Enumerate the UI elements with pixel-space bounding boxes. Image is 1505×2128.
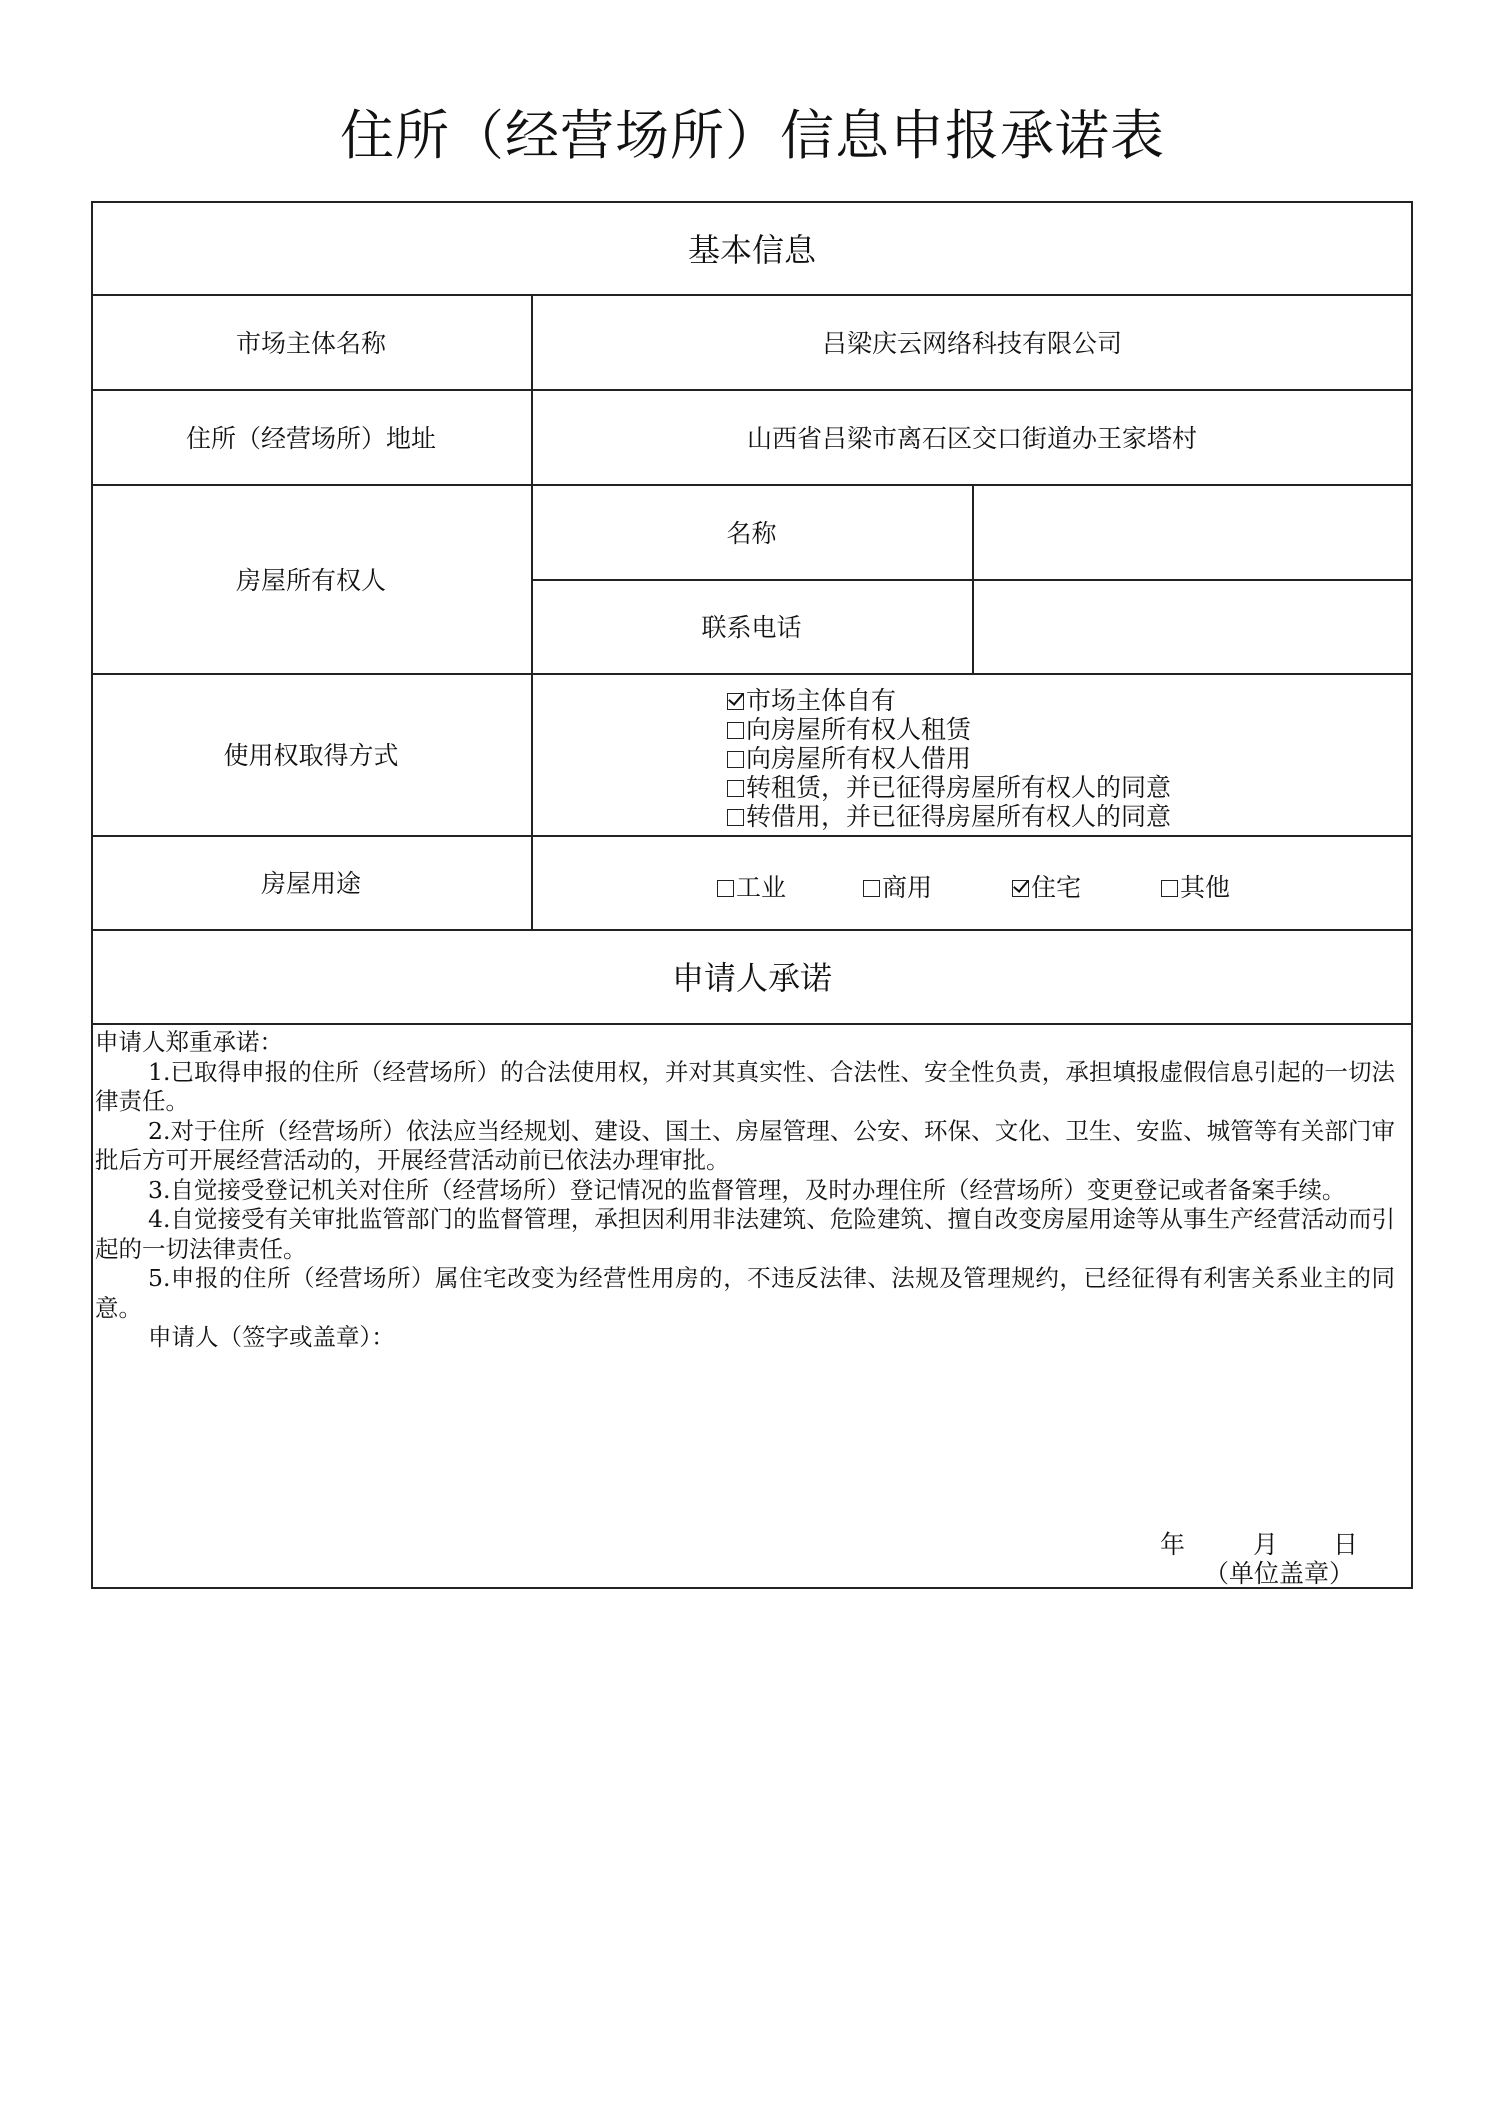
- pledge-heading: 申请人承诺: [671, 959, 832, 997]
- owner-name-label: 名称: [726, 518, 777, 548]
- acquisition-option[interactable]: 市场主体自有: [727, 686, 1327, 715]
- pledge-item: 1.已取得申报的住所（经营场所）的合法使用权，并对其真实性、合法性、安全性负责，承担填报虚假信息引起的一切法律责任。: [95, 1057, 1395, 1115]
- checkbox-icon[interactable]: [1161, 880, 1178, 897]
- pledge-item: 4.自觉接受有关审批监管部门的监督管理，承担因利用非法建筑、危险建筑、擅自改变房屋用途等从事生产经营活动而引起的一切法律责任。: [95, 1205, 1395, 1263]
- checkbox-icon[interactable]: [727, 809, 744, 826]
- address-label: 住所（经营场所）地址: [185, 423, 436, 453]
- acquisition-option[interactable]: 向房屋所有权人租赁: [727, 715, 1327, 744]
- usage-option-industrial[interactable]: 工业: [717, 868, 786, 908]
- row-divider: [91, 1023, 1413, 1025]
- acquisition-option[interactable]: 向房屋所有权人借用: [727, 744, 1327, 773]
- checkbox-checked-icon[interactable]: [1012, 880, 1029, 897]
- owner-label: 房屋所有权人: [235, 565, 386, 595]
- pledge-intro: 申请人郑重承诺：: [95, 1028, 283, 1056]
- pledge-item: 2.对于住所（经营场所）依法应当经规划、建设、国土、房屋管理、公安、环保、文化、卫生、安监、城管等有关部门审批后方可开展经营活动的，开展经营活动前已依法办理审批。: [95, 1116, 1395, 1174]
- checkbox-icon[interactable]: [863, 880, 880, 897]
- acquisition-options: [727, 686, 1327, 831]
- owner-phone-label: 联系电话: [701, 613, 802, 642]
- acquisition-label: 使用权取得方式: [223, 741, 399, 770]
- checkbox-icon[interactable]: [727, 751, 744, 768]
- date-day: 日: [1333, 1530, 1359, 1559]
- pledge-item: 5.申报的住所（经营场所）属住宅改变为经营性用房的，不违反法律、法规及管理规约，已经征得有利害关系业主的同意。: [95, 1264, 1395, 1322]
- usage-label: 房屋用途: [260, 869, 361, 898]
- signature-label: 申请人（签字或盖章）：: [148, 1323, 395, 1351]
- owner-phone-value: [972, 579, 1413, 673]
- form-title: 住所（经营场所）信息申报承诺表: [340, 104, 1165, 167]
- usage-option-commercial[interactable]: 商用: [863, 868, 932, 908]
- date-year: 年: [1160, 1530, 1186, 1559]
- acquisition-option[interactable]: 转租赁，并已征得房屋所有权人的同意: [727, 773, 1327, 802]
- owner-name-value: [972, 484, 1413, 579]
- stamp-note: （单位盖章）: [1204, 1559, 1355, 1588]
- checkbox-icon[interactable]: [717, 880, 734, 897]
- basic-info-heading: 基本信息: [687, 230, 816, 269]
- acquisition-option[interactable]: 转借用，并已征得房屋所有权人的同意: [727, 802, 1327, 831]
- address-value: 山西省吕梁市离石区交口街道办王家塔村: [746, 423, 1197, 453]
- checkbox-icon[interactable]: [727, 780, 744, 797]
- usage-option-other[interactable]: 其他: [1161, 868, 1230, 908]
- checkbox-checked-icon[interactable]: [727, 693, 744, 710]
- usage-option-residential[interactable]: 住宅: [1012, 868, 1081, 908]
- date-month: 月: [1253, 1530, 1279, 1559]
- entity-name-label: 市场主体名称: [235, 328, 386, 358]
- entity-name-value: 吕梁庆云网络科技有限公司: [821, 328, 1122, 358]
- pledge-text: [95, 1028, 1395, 1353]
- checkbox-icon[interactable]: [727, 722, 744, 739]
- pledge-item: 3.自觉接受登记机关对住所（经营场所）登记情况的监督管理，及时办理住所（经营场所）变更登记或者备案手续。: [148, 1175, 1346, 1204]
